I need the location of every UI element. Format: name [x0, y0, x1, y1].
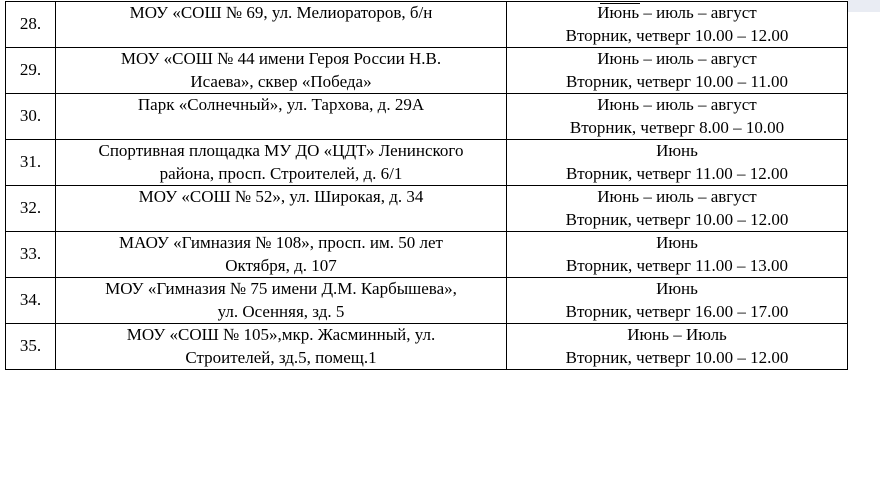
place-line: МОУ «СОШ № 52», ул. Широкая, д. 34 [138, 187, 424, 206]
table-row [6, 232, 848, 278]
place-line: ул. Осенняя, зд. 5 [217, 301, 345, 321]
period-line: Июнь – июль – август [597, 49, 757, 68]
row-number: 30. [6, 94, 56, 140]
hours-line: Вторник, четверг 10.00 – 12.00 [565, 209, 789, 229]
hours-line: Вторник, четверг 10.00 – 11.00 [565, 71, 789, 91]
place-line: района, просп. Строителей, д. 6/1 [159, 163, 403, 183]
time-cell [507, 324, 848, 370]
hours-line: Вторник, четверг 8.00 – 10.00 [569, 117, 785, 137]
period-line: Июнь [656, 141, 698, 160]
row-number: 33. [6, 232, 56, 278]
place-cell [56, 48, 507, 94]
place-line: Октября, д. 107 [225, 255, 337, 275]
schedule-table [5, 1, 848, 370]
place-cell [56, 232, 507, 278]
place-cell [56, 140, 507, 186]
table-row [6, 140, 848, 186]
place-cell [56, 94, 507, 140]
time-cell [507, 232, 848, 278]
scrollbar-track-edge [848, 0, 880, 12]
time-cell [507, 186, 848, 232]
row-number: 31. [6, 140, 56, 186]
table-row [6, 48, 848, 94]
place-line: МОУ «СОШ № 69, ул. Мелиораторов, б/н [129, 3, 433, 22]
place-cell [56, 186, 507, 232]
table-row [6, 278, 848, 324]
hours-line: Вторник, четверг 10.00 – 12.00 [565, 25, 789, 45]
period-line: Июнь – Июль [627, 325, 727, 344]
table-row [6, 324, 848, 370]
time-cell [507, 278, 848, 324]
period-line: Июнь [656, 279, 698, 298]
place-line: Парк «Солнечный», ул. Тархова, д. 29А [137, 95, 425, 114]
place-line: Спортивная площадка МУ ДО «ЦДТ» Ленинского [98, 141, 464, 160]
row-number: 34. [6, 278, 56, 324]
period-line: Июнь – июль – август [597, 187, 757, 206]
place-cell [56, 2, 507, 48]
place-line: Исаева», сквер «Победа» [190, 71, 372, 91]
place-line: МАОУ «Гимназия № 108», просп. им. 50 лет [119, 233, 443, 252]
table-row [6, 94, 848, 140]
row-number: 35. [6, 324, 56, 370]
place-line: МОУ «Гимназия № 75 имени Д.М. Карбышева», [105, 279, 457, 298]
period-line: Июнь – июль – август [597, 95, 757, 114]
table-row [6, 186, 848, 232]
hours-line: Вторник, четверг 11.00 – 13.00 [565, 255, 789, 275]
place-line: Строителей, зд.5, помещ.1 [185, 347, 377, 367]
place-line: МОУ «СОШ № 105»,мкр. Жасминный, ул. [126, 325, 436, 344]
hours-line: Вторник, четверг 10.00 – 12.00 [565, 347, 789, 367]
time-cell [507, 94, 848, 140]
place-cell [56, 278, 507, 324]
row-number: 32. [6, 186, 56, 232]
period-line: Июнь [656, 233, 698, 252]
hours-line: Вторник, четверг 16.00 – 17.00 [565, 301, 789, 321]
row-number: 28. [6, 2, 56, 48]
time-cell [507, 2, 848, 48]
hours-line: Вторник, четверг 11.00 – 12.00 [565, 163, 789, 183]
place-cell [56, 324, 507, 370]
table-row [6, 2, 848, 48]
time-cell [507, 140, 848, 186]
period-line: Июнь – июль – август [597, 3, 757, 22]
row-number: 29. [6, 48, 56, 94]
time-cell [507, 48, 848, 94]
place-line: МОУ «СОШ № 44 имени Героя России Н.В. [120, 49, 442, 68]
